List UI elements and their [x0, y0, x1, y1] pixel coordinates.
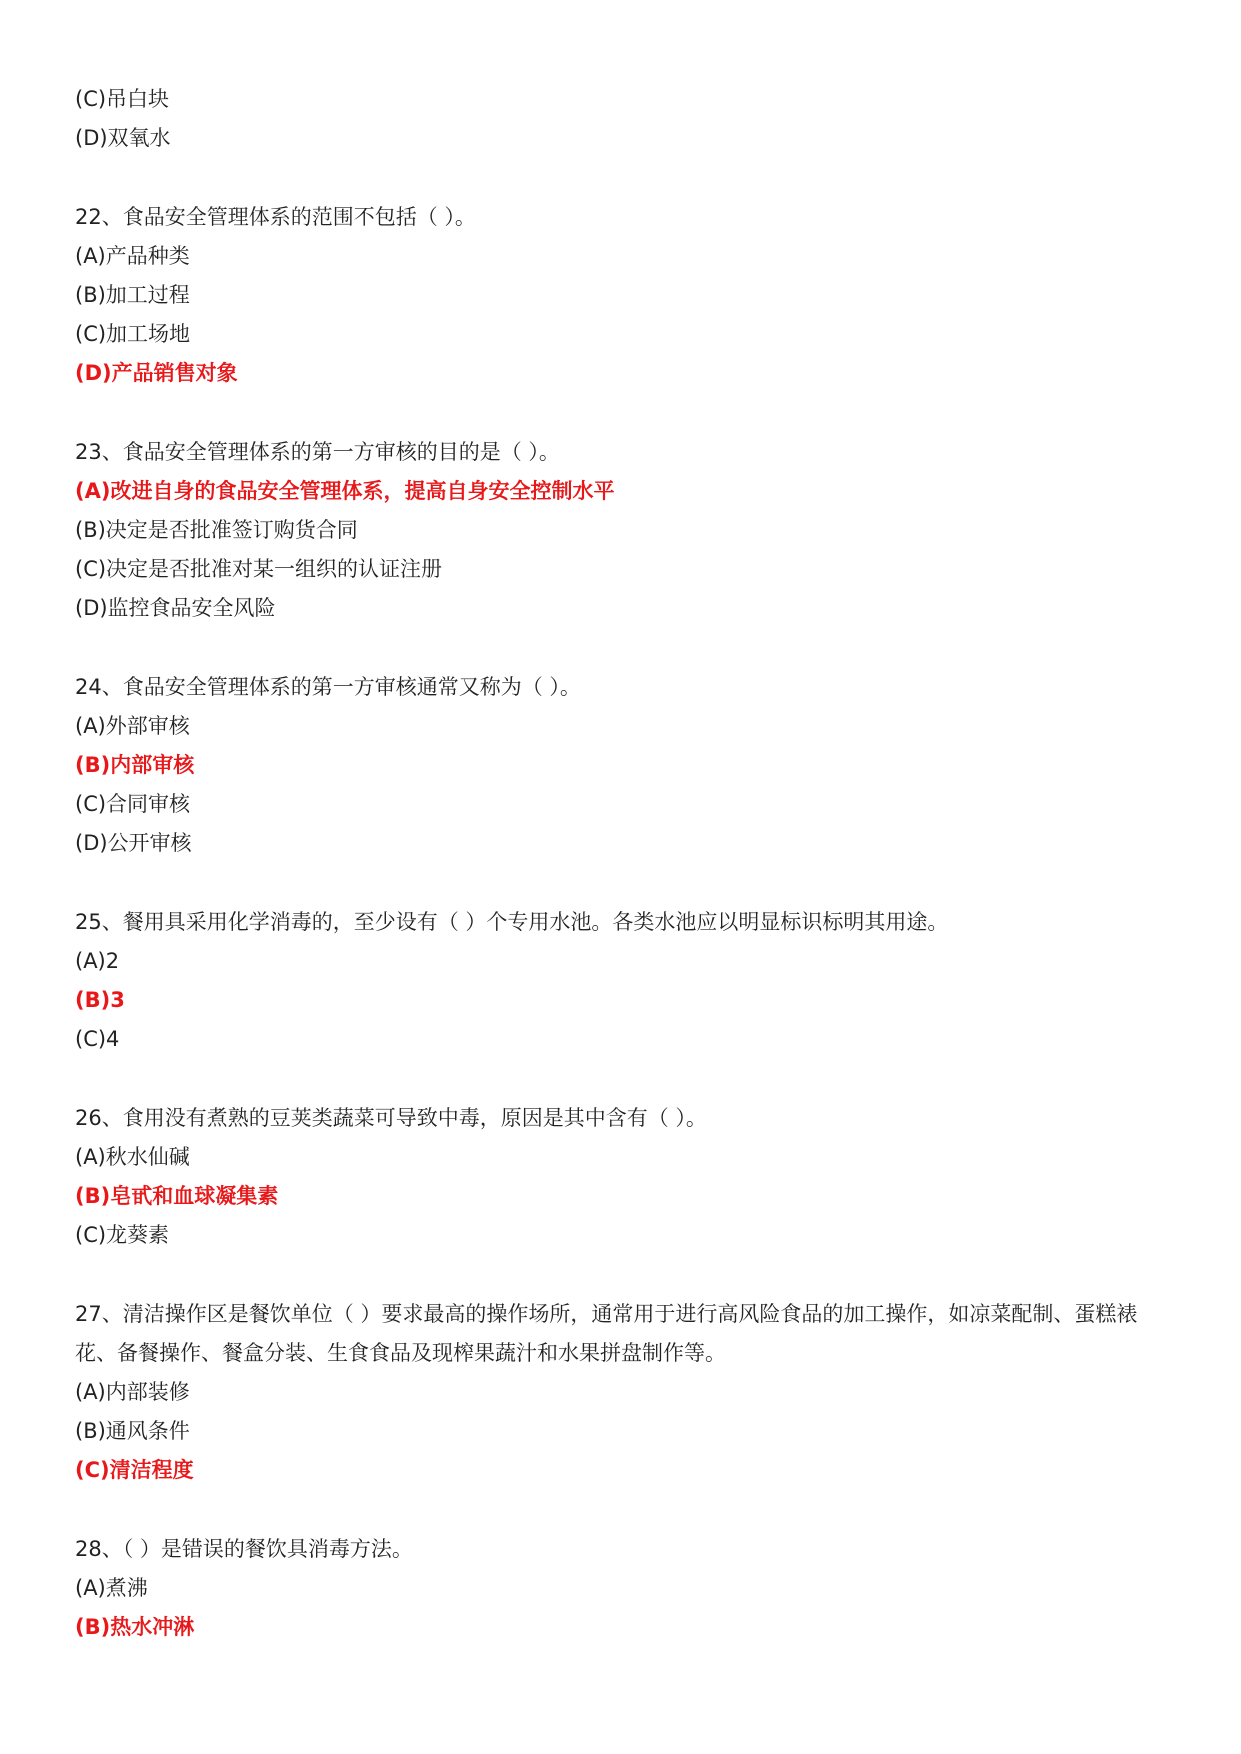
- question-text: 25、餐用具采用化学消毒的，至少设有（ ）个专用水池。各类水池应以明显标识标明其用途。: [75, 910, 949, 934]
- question-text: 27、清洁操作区是餐饮单位（ ）要求最高的操作场所，通常用于进行高风险食品的加工操作，如凉菜配制、蛋糕裱花、备餐操作、餐盒分装、生食食品及现榨果蔬汁和水果拼盘制作等。: [75, 1302, 1138, 1365]
- correct-option-a: (A)改进自身的食品安全管理体系，提高自身安全控制水平: [75, 479, 615, 503]
- correct-option-b: (B)内部审核: [75, 753, 195, 777]
- correct-option-c: (C)清洁程度: [75, 1458, 194, 1482]
- question-22: [75, 198, 1185, 393]
- question-text: 28、（ ）是错误的餐饮具消毒方法。: [75, 1537, 413, 1561]
- question-24: [75, 668, 1185, 863]
- question-25: [75, 903, 1185, 1059]
- option-a: (A)秋水仙碱: [75, 1145, 190, 1169]
- option-a: (A)内部装修: [75, 1380, 190, 1404]
- quiz-page: [75, 80, 1185, 1647]
- correct-option-b: (B)皂甙和血球凝集素: [75, 1184, 279, 1208]
- correct-option-b: (B)热水冲淋: [75, 1615, 195, 1639]
- option-b: (B)通风条件: [75, 1419, 190, 1443]
- option-b: (B)决定是否批准签订购货合同: [75, 518, 358, 542]
- option-c: (C)加工场地: [75, 322, 191, 346]
- question-text: 22、食品安全管理体系的范围不包括（ ）。: [75, 205, 476, 229]
- leading-options: [75, 80, 1185, 158]
- question-text: 26、食用没有煮熟的豆荚类蔬菜可导致中毒，原因是其中含有（ ）。: [75, 1106, 707, 1130]
- question-28: [75, 1530, 1185, 1647]
- correct-option-b: (B)3: [75, 988, 125, 1012]
- question-text: 23、食品安全管理体系的第一方审核的目的是（ ）。: [75, 440, 560, 464]
- option-c: (C)吊白块: [75, 87, 170, 111]
- option-c: (C)龙葵素: [75, 1223, 170, 1247]
- option-b: (B)加工过程: [75, 283, 190, 307]
- option-d: (D)双氧水: [75, 126, 171, 150]
- question-26: [75, 1099, 1185, 1255]
- option-a: (A)2: [75, 949, 120, 973]
- option-a: (A)产品种类: [75, 244, 190, 268]
- option-c: (C)4: [75, 1027, 120, 1051]
- option-a: (A)外部审核: [75, 714, 190, 738]
- question-23: [75, 433, 1185, 628]
- option-a: (A)煮沸: [75, 1576, 148, 1600]
- option-c: (C)决定是否批准对某一组织的认证注册: [75, 557, 443, 581]
- option-d: (D)公开审核: [75, 831, 192, 855]
- question-text: 24、食品安全管理体系的第一方审核通常又称为（ ）。: [75, 675, 581, 699]
- correct-option-d: (D)产品销售对象: [75, 361, 238, 385]
- question-27: [75, 1295, 1185, 1490]
- option-d: (D)监控食品安全风险: [75, 596, 276, 620]
- option-c: (C)合同审核: [75, 792, 191, 816]
